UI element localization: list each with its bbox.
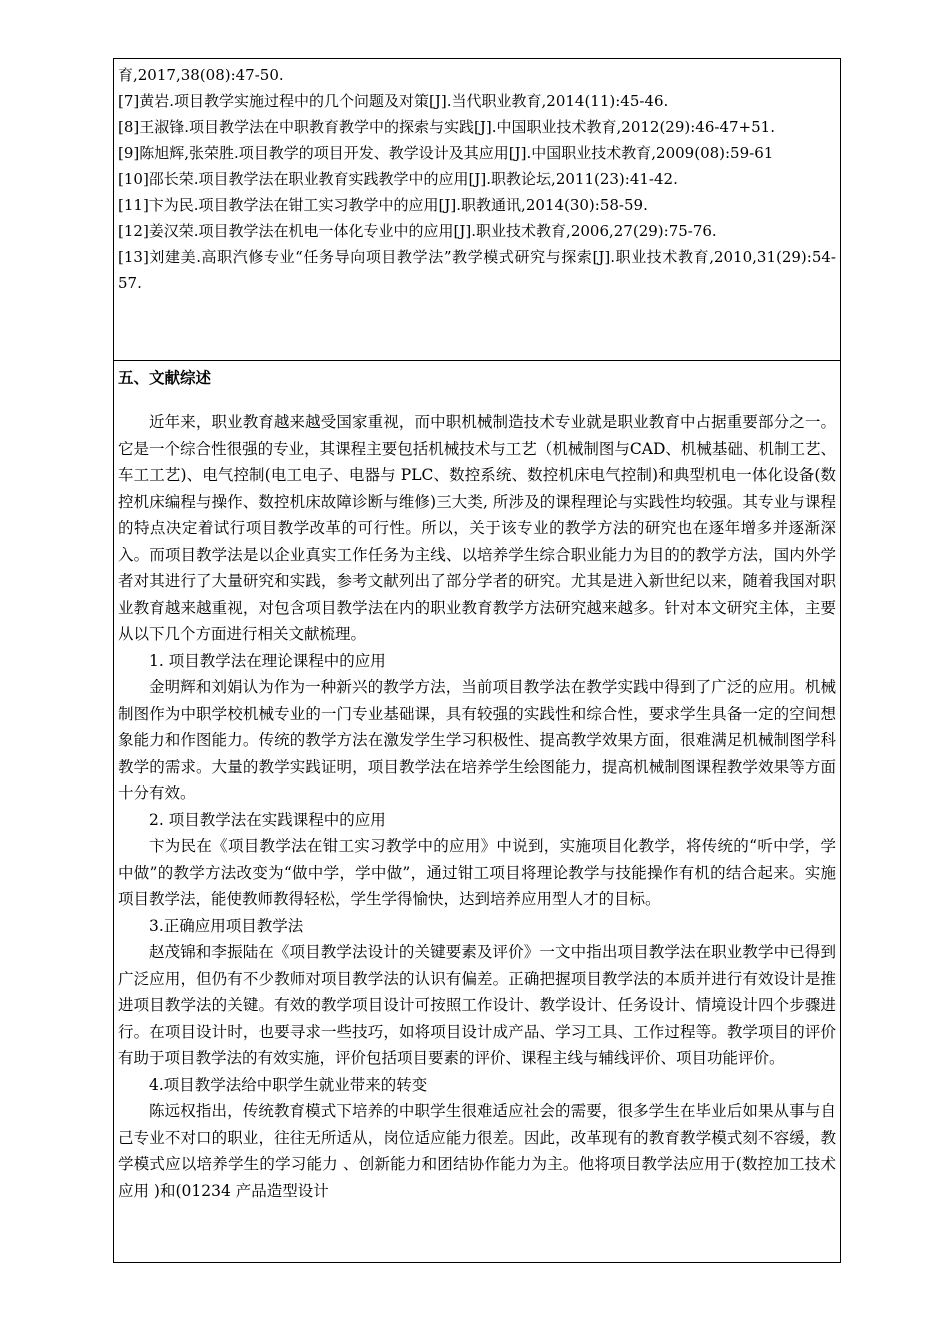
literature-review: [118, 365, 836, 1204]
subsection-body: 卞为民在《项目教学法在钳工实习教学中的应用》中说到，实施项目化教学，将传统的“听中学，学中做”的教学方法改变为“做中学，学中做”，通过钳工项目将理论教学与技能操作有机的结合起来。实施项目教学法，能使教师教得轻松，学生学得愉快，达到培养应用型人才的目标。: [118, 837, 836, 908]
document-frame: [113, 58, 841, 1263]
reference-item: [12]姜汉荣.项目教学法在机电一体化专业中的应用[J].职业技术教育,2006,27(29):75-76.: [118, 222, 717, 240]
subsection-body: 金明辉和刘娟认为作为一种新兴的教学方法，当前项目教学法在教学实践中得到了广泛的应用。机械制图作为中职学校机械专业的一门专业基础课，具有较强的实践性和综合性，要求学生具备一定的空间想象能力和作图能力。传统的教学方法在激发学生学习积极性、提高教学效果方面，很难满足机械制图学科教学的需求。大量的教学实践证明，项目教学法在培养学生绘图能力，提高机械制图课程教学效果等方面十分有效。: [118, 678, 836, 802]
reference-item: [10]邵长荣.项目教学法在职业教育实践教学中的应用[J].职教论坛,2011(23):41-42.: [118, 170, 678, 188]
section-heading: 五、文献综述: [118, 369, 212, 387]
subsection-title: 1. 项目教学法在理论课程中的应用: [149, 651, 386, 670]
reference-list: [118, 62, 836, 296]
reference-item: [9]陈旭辉,张荣胜.项目教学的项目开发、教学设计及其应用[J].中国职业技术教育,2009(08):59-61: [118, 144, 774, 162]
subsection-title: 2. 项目教学法在实践课程中的应用: [149, 810, 386, 829]
intro-paragraph: 近年来，职业教育越来越受国家重视，而中职机械制造技术专业就是职业教育中占据重要部分之一。它是一个综合性很强的专业，其课程主要包括机械技术与工艺（机械制图与CAD、机械基础、机制工艺、车工工艺)、电气控制(电工电子、电器与 PLC、数控系统、数控机床电气控制)和典型机电一体化设备(数控机床编程与操作、数控机床故障诊断与维修)三大类, 所涉及的课程理论与实践性均较强。其专业与课程的特点决定着试行项目教学改革的可行性。所以，关于该专业的教学方法的研究也在逐年增多并逐渐深入。而项目教学法是以企业真实工作任务为主线、以培养学生综合职业能力为目的的教学方法，国内外学者对其进行了大量研究和实践，参考文献列出了部分学者的研究。尤其是进入新世纪以来，随着我国对职业教育越来越重视，对包含项目教学法在内的职业教育教学方法研究越来越多。针对本文研究主体，主要从以下几个方面进行相关文献梳理。: [118, 413, 836, 643]
reference-item: 育,2017,38(08):47-50.: [118, 66, 284, 84]
subsection-body: 陈远权指出，传统教育模式下培养的中职学生很难适应社会的需要，很多学生在毕业后如果从事与自己专业不对口的职业，往往无所适从，岗位适应能力很差。因此，改革现有的教育教学模式刻不容缓，教学模式应以培养学生的学习能力 、创新能力和团结协作能力为主。他将项目教学法应用于(数控加工技术应用 )和(01234 产品造型设计: [118, 1102, 836, 1200]
reference-item: [11]卞为民.项目教学法在钳工实习教学中的应用[J].职教通讯,2014(30):58-59.: [118, 196, 648, 214]
subsection-title: 3.正确应用项目教学法: [149, 916, 304, 935]
table-divider: [114, 360, 840, 361]
subsection-body: 赵茂锦和李振陆在《项目教学法设计的关键要素及评价》一文中指出项目教学法在职业教学中已得到广泛应用，但仍有不少教师对项目教学法的认识有偏差。正确把握项目教学法的本质并进行有效设计是推进项目教学法的关键。有效的教学项目设计可按照工作设计、教学设计、任务设计、情境设计四个步骤进行。在项目设计时，也要寻求一些技巧，如将项目设计成产品、学习工具、工作过程等。教学项目的评价有助于项目教学法的有效实施，评价包括项目要素的评价、课程主线与辅线评价、项目功能评价。: [118, 943, 836, 1067]
subsection-title: 4.项目教学法给中职学生就业带来的转变: [149, 1075, 428, 1094]
reference-item: [8]王淑锋.项目教学法在中职教育教学中的探索与实践[J].中国职业技术教育,2012(29):46-47+51.: [118, 118, 775, 136]
reference-item: [7]黄岩.项目教学实施过程中的几个问题及对策[J].当代职业教育,2014(11):45-46.: [118, 92, 669, 110]
reference-item: [13]刘建美.高职汽修专业“任务导向项目教学法”教学模式研究与探索[J].职业技术教育,2010,31(29):54-57.: [118, 248, 836, 292]
